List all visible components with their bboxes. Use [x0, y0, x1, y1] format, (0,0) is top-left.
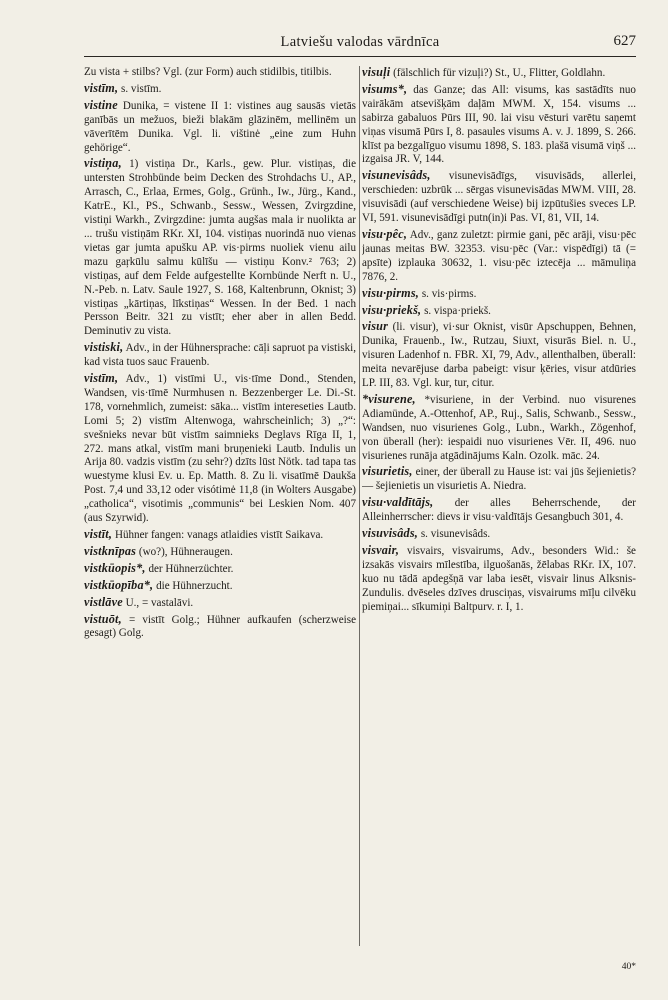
entry: Zu vista + stilbs? Vgl. (zur Form) auch stidilbis, titilbis.	[84, 66, 332, 78]
entry: visurietis, einer, der überall zu Hause ist: vai jūs šejienietis? — šejienietis un visurietis A. Niedra.	[362, 464, 636, 493]
entry: *visurene, *visuriene, in der Verbind. nuo visurenes Adiamünde, A.-Ottenhof, AP., Ruj., Salis, Schwanb., Sessw., Wandsen, nuo visurienes Golg., Lubn., Warkh., Zögenhof, von überall (her): iespaidi nuo visurienes Vēr. II, 496. nuo visurienes runāja atgādinājums Kaln. Ozolk. māc. 24.	[362, 391, 636, 462]
entry: visu·priekš, s. vispa·priekš.	[362, 302, 491, 317]
column-divider	[359, 66, 360, 946]
entry: vistkūopis*, der Hühnerzüchter.	[84, 560, 234, 575]
page-number: 627	[613, 33, 636, 49]
entry: visur (li. visur), vi·sur Oknist, visūr Apschuppen, Behnen, Dunika, Frauenb., Iw., Rutzau, Siuxt, visurās Biel. n. U., visuren Ladenhof n. FBR. XI, 79, Adv., allenthalben, überall: meita nevarējuse darba pabeigt: visur ķēries, visur atdūries LP. III, 83. Vgl. kur, tur, citur.	[362, 319, 636, 390]
entry: vistiski, Adv., in der Hühnersprache: cāļi sapruot pa vistiski, kad vista tuos sauc Frauenb.	[84, 340, 356, 369]
running-title: Latviešu valodas vārdnīca	[280, 34, 440, 50]
entry: vistknīpas (wo?), Hühneraugen.	[84, 543, 233, 558]
right-column	[362, 66, 636, 971]
left-column	[84, 66, 356, 971]
entry: vistīt, Hühner fangen: vanags atlaidies vistīt Saikava.	[84, 527, 324, 541]
page-header	[84, 32, 636, 57]
entry: vistlāve U., = vastalāvi.	[84, 594, 194, 609]
entry: visuvisâds, s. visunevisâds.	[362, 526, 491, 541]
entry: visvair, visvairs, visvairums, Adv., besonders Wid.: še izsakās visvairs mīlestība, ilguošanās, žēlabas RKr. IX, 107. kuo nu tādā apdegšņā var laba iesēt, visvair linus Alksnis-Zundulis. dvēseles dzīves drusciņas, visvairums mīļu cilvēku piemiņai... sīkumiņi Baltpurv. r. I, 1.	[362, 543, 636, 613]
entry: vistīm, s. vistīm.	[84, 80, 162, 95]
entry: visu·pirms, s. vis·pirms.	[362, 285, 477, 300]
signature-mark: 40*	[621, 962, 636, 972]
entry: vistīm, Adv., 1) vistīmi U., vis·tīme Dond., Stenden, Wandsen, vis·tīmē Nurmhusen n. Bezzenberger Le. Di.-St. 178, vornehmlich, zumeist: sāka... vistīm intereseties Lautb. Lomi 5; 2) vistīm Altenwoga, wahrscheinlich; 3) „?“: svešnieks nevar būt vistīm saimnieks Deglavs Rīga II, 1, 272. mans atkal, vistīm mani bruņenieki Lautb. Indulis un Arija 80. vadzis vistīm (zu sehr?) dzīts lūst Nötk. tad tapa tas wuestyme klusi Ev. u. Ep. Matth. 8. Zu li. visatīmē Daukša Post. 7,4 und 33,12 oder visótimė 11,8 (in Wolters Ausgabe) „catholica“, visotimis „communis“ bei Leskien Nom. 407 (aus Szyrwid).	[84, 371, 356, 525]
entry: vistuōt, = vistīt Golg.; Hühner aufkaufen (scherzweise gesagt) Golg.	[84, 611, 356, 640]
entry: vistine Dunika, = vistene II 1: vistines aug sausās vietās ganībās un mežuos, bieži blakām glāzinēm, mellinēm un vāverītēm Dunika. Vgl. li. vištinė „eine zum Huhn gehörige“.	[84, 97, 356, 154]
entry: visunevisâds, visunevisādīgs, visuvisāds, allerlei, verschieden: uzbrūk ... sērgas visunevisādas MWM. VIII, 28. visuvisādi (auf verschiedene Weise) bij izpūtušies sveces LP. VI, 591. visunevisādīgi putn(in)i Pas. VI, 81, VII, 14.	[362, 168, 636, 225]
entry: visu·pêc, Adv., ganz zuletzt: pirmie gani, pēc arāji, visu·pēc jaunas meitas BW. 32353. visu·pēc (Var.: vispēdīgi) tā (= apsīte) izplauka 30632, 1. visu·pēc iztecēja ... māmuliņa 7876, 2.	[362, 226, 636, 283]
entry: visu·valdītājs, der alles Beherrschende, der Alleinherrscher: dievs ir visu·valdītājs Gesangbuch 301, 4.	[362, 495, 636, 524]
entry: vistkūopība*, die Hühnerzucht.	[84, 577, 233, 592]
entry: visums*, das Ganze; das All: visums, kas sastādīts nuo vairākām atsevišķām daļām MWM. X, 154. visums ... sabirza gabaluos Pūrs III, 90. lai visu vēsturi varētu saņemt viņas visumā Pūrs I, 8. pasaules visums A. v. J. 1899, S. 266. klīst pa bezgalīguo visumu 1898, S. 183. plašā visumā viņš ... izgaisa JR. V, 144.	[362, 81, 636, 166]
entry: visuļi (fälschlich für vizuļi?) St., U., Flitter, Goldlahn.	[362, 66, 606, 79]
entry: vistiņa, 1) vistiņa Dr., Karls., gew. Plur. vistiņas, die untersten Strohbünde beim Decken des Strohdachs U., AP., Arrasch, C., Erlaa, Ermes, Golg., Grünh., Iw., Jürg., Kand., KatrE., Kl., PS., Schwanb., Sessw., Wessen, Zvirgzdine, vistiņi Warkh., Zvirgzdine: jumta augšas mala ir nuolikta ar ... trušu vistiņām RKr. XI, 104. vistiņas nuorindā nuo vienas vietas gar jumta apušku AP. vis·pirms nuoliek vienu ailu mazu gaŗkūlu salmu kūlīšu — vistiņu Konv.² 763; 2) vistiņas, auf dem Felde aufgestellte Kornbünde Nerft n. U., N.-Peb. n. Latv. Saule 1927, S. 168, Kaltenbrunn, Oknist; 3) vistiņas „kārtiņas, līkstiņas“ Wessen. In der Bed. 1 nach Persson Beitr. 321 zu vistīt; eher aber in allen Bedd. Deminutiv zu vista.	[84, 156, 356, 338]
